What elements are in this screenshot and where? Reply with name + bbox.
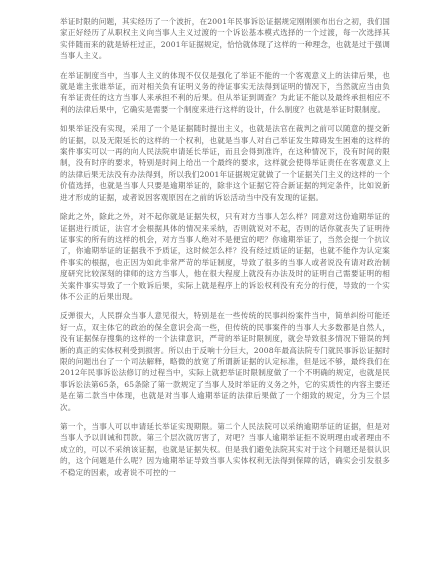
paragraph-3: 如果举证没有实现，采用了一个是证据随时提出主义，也就是法官在裁判之前可以随意的提交新的证据，以及无限延长的这样的一个权利，也就是当事人对自己举证发生障碍发生困难的这样的案件事实可以一再的向人民法院申请延长举证，而且会得到准许，在这种情况下，没有时间的限制，没有时序的要求，特别是时间上给出一个最终的要求，这样就会使得举证责任在客观意义上的法律后果无法没有办法得到，所以我们2001年证据规定就做了一个证据关门主义的这样的一个价值选择，也就是当事人只要是逾期举证的，除非这个证据它符合新证据的判定条件，比如说新进才形成的证据，或者说因客观原因在之前的诉讼活动当中没有发现的证据。 — [60, 124, 390, 202]
paragraph-6: 第一个，当事人可以申请延长举证实现期限。第二个人民法院可以采纳逾期举证的证据，但是对当事人予以训诫和罚款。第三个层次就厉害了，对吧？当事人逾期举证拒不说明理由或者理由不成立的，可以不采纳该证据，也就是证据失权。但是我们避免法院其实对于这个问题还是很认识的，这个问题是什么呢？因为逾期举证导致当事人实体权利无法得到保障的话，确实会引发很多不稳定的因素，或者说不可控的一 — [60, 422, 390, 477]
paragraph-4: 除此之外，除此之外，对不起你就是证据失权，只有对方当事人怎么样？同意对这份逾期举证的证据进行质证，法官才会根据具体的情况来采纳，否则就说对不起，否则的话你就丧失了证明待证事实的所有的这样的机会，对方当事人绝对不是便宜的吧？你逾期举证了，当然会提一个抗议了，你逾期举证的证据我不予质证，这时候怎么样？没有经过质证的证据，也就不能作为认定案件事实的根据，也正因为如此非常严苛的举证制度，导致了很多的当事人或者说没有请对政治制度研究比较深刻的律师的这方当事人，他在很大程度上就没有办法及时的证明自己需要证明的相关案件事实导致了一个败诉后果，实际上就是程序上的诉讼权利没有充分的行使，导致的一个实体不公正的后果出现。 — [60, 212, 390, 301]
paragraph-5: 反弹很大，人民群众当事人意见很大，特别是在一些传统的民事纠纷案件当中，简单纠纷可能还好一点，双主体它的政治的保全意识会高一些，但传统的民事案件的当事人大多数都是自然人，没有证据保存搜集的这样的一个法律意识，严苛的举证时限制度，就会导致很多情况下错误的判断的真正的实体权利受到损害。所以由于反响十分巨大，2008年最高法院专门就民事诉讼证据时限的问题出台了一个司法解释，略微的放宽了所谓新证据的认定标准，但是远不够，最终我们在2012年民事诉讼法修订的过程当中，实际上就把举证时限制度做了一个不明确的规定，也就是民事诉讼法第65条，65条除了第一款规定了当事人及时举证的义务之外，它的实质性的内容主要还是在第二款当中体现，也就是对当事人逾期举证的法律后果做了一个细致的规定，分为三个层次。 — [60, 311, 390, 412]
paragraph-1: 举证时限的问题，其实经历了一个波折，在2001年民事诉讼证据规定刚刚颁布出台之初，我们国家正好经历了从职权主义向当事人主义过渡的一个诉讼基本模式选择的一个过渡，每一次选择其实伴随而来的就是矫枉过正，2001年证据规定，恰恰就体现了这样的一种理念，也就是过于强调当事人主义。 — [60, 17, 390, 61]
paragraph-2: 在举证制度当中，当事人主义的体现不仅仅是强化了举证不能的一个客观意义上的法律后果，也就是谁主张谁举证，而对相关负有证明义务的待证事实无法得到证明的情况下，当然就应当由负有举证责任的这方当事人来承担不利的后果。但从举证到调查？为此证不能以及最终承担相应不利的法律后果中，它确实是需要一个制度来进行这样的设计，什么制度？也就是举证时限制度。 — [60, 70, 390, 114]
